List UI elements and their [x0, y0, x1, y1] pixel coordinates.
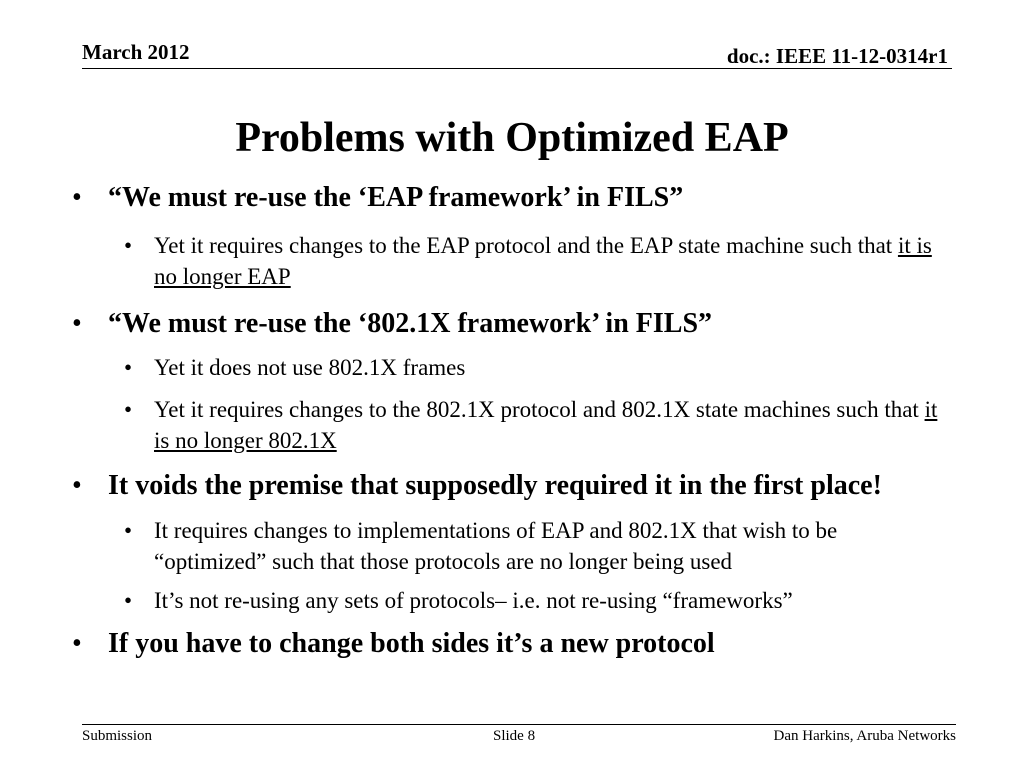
- bullet-1: [72, 178, 952, 218]
- footer-author: Dan Harkins, Aruba Networks: [773, 728, 956, 744]
- slide-body: [72, 176, 952, 664]
- bullet-dot-icon: •: [72, 308, 82, 339]
- sub-bullet-3-1: [72, 515, 952, 577]
- footer-slide-number: Slide 8: [493, 728, 536, 744]
- sub-bullet-2-1-text: Yet it does not use 802.1X frames: [154, 355, 466, 380]
- bullet-4: [72, 624, 952, 664]
- bullet-1-text: “We must re-use the ‘EAP framework’ in FILS”: [108, 182, 684, 213]
- bullet-dot-icon: •: [72, 628, 82, 659]
- sub-bullet-dot-icon: •: [124, 518, 133, 543]
- sub-bullet-3-1-text: It requires changes to implementations of EAP and 802.1X that wish to be “optimized” such that those protocols are no longer being used: [154, 518, 838, 574]
- sub-bullet-dot-icon: •: [124, 588, 133, 613]
- sub-bullet-2-1: [72, 352, 952, 383]
- bullet-2: [72, 304, 952, 344]
- sub-bullet-2-2-text: Yet it requires changes to the 802.1X protocol and 802.1X state machines such that: [154, 397, 925, 422]
- sub-bullet-1-1-underlined: it is no longer EAP: [154, 233, 932, 289]
- slide-title: Problems with Optimized EAP: [235, 115, 789, 161]
- bullet-dot-icon: •: [72, 182, 82, 213]
- footer-submission: Submission: [82, 728, 153, 744]
- sub-bullet-3-2-text: It’s not re-using any sets of protocols– i.e. not re-using “frameworks”: [154, 588, 793, 613]
- sub-bullet-2-2: [72, 394, 952, 456]
- sub-bullet-3-2: [72, 585, 952, 616]
- bullet-3: [72, 466, 952, 506]
- header-date: March 2012: [82, 40, 190, 64]
- header-divider: [82, 68, 952, 69]
- sub-bullet-2-2-underlined: it is no longer 802.1X: [154, 397, 938, 453]
- sub-bullet-dot-icon: •: [124, 355, 133, 380]
- bullet-4-text: If you have to change both sides it’s a new protocol: [108, 628, 715, 659]
- bullet-3-text: It voids the premise that supposedly required it in the first place!: [108, 470, 882, 501]
- sub-bullet-1-1: [72, 230, 952, 292]
- header-doc-id: doc.: IEEE 11-12-0314r1: [726, 44, 948, 68]
- sub-bullet-1-1-text: Yet it requires changes to the EAP protocol and the EAP state machine such that: [154, 233, 898, 258]
- sub-bullet-dot-icon: •: [124, 397, 133, 422]
- sub-bullet-dot-icon: •: [124, 233, 133, 258]
- bullet-2-text: “We must re-use the ‘802.1X framework’ in FILS”: [108, 308, 713, 339]
- bullet-dot-icon: •: [72, 470, 82, 501]
- footer-divider: [82, 724, 956, 725]
